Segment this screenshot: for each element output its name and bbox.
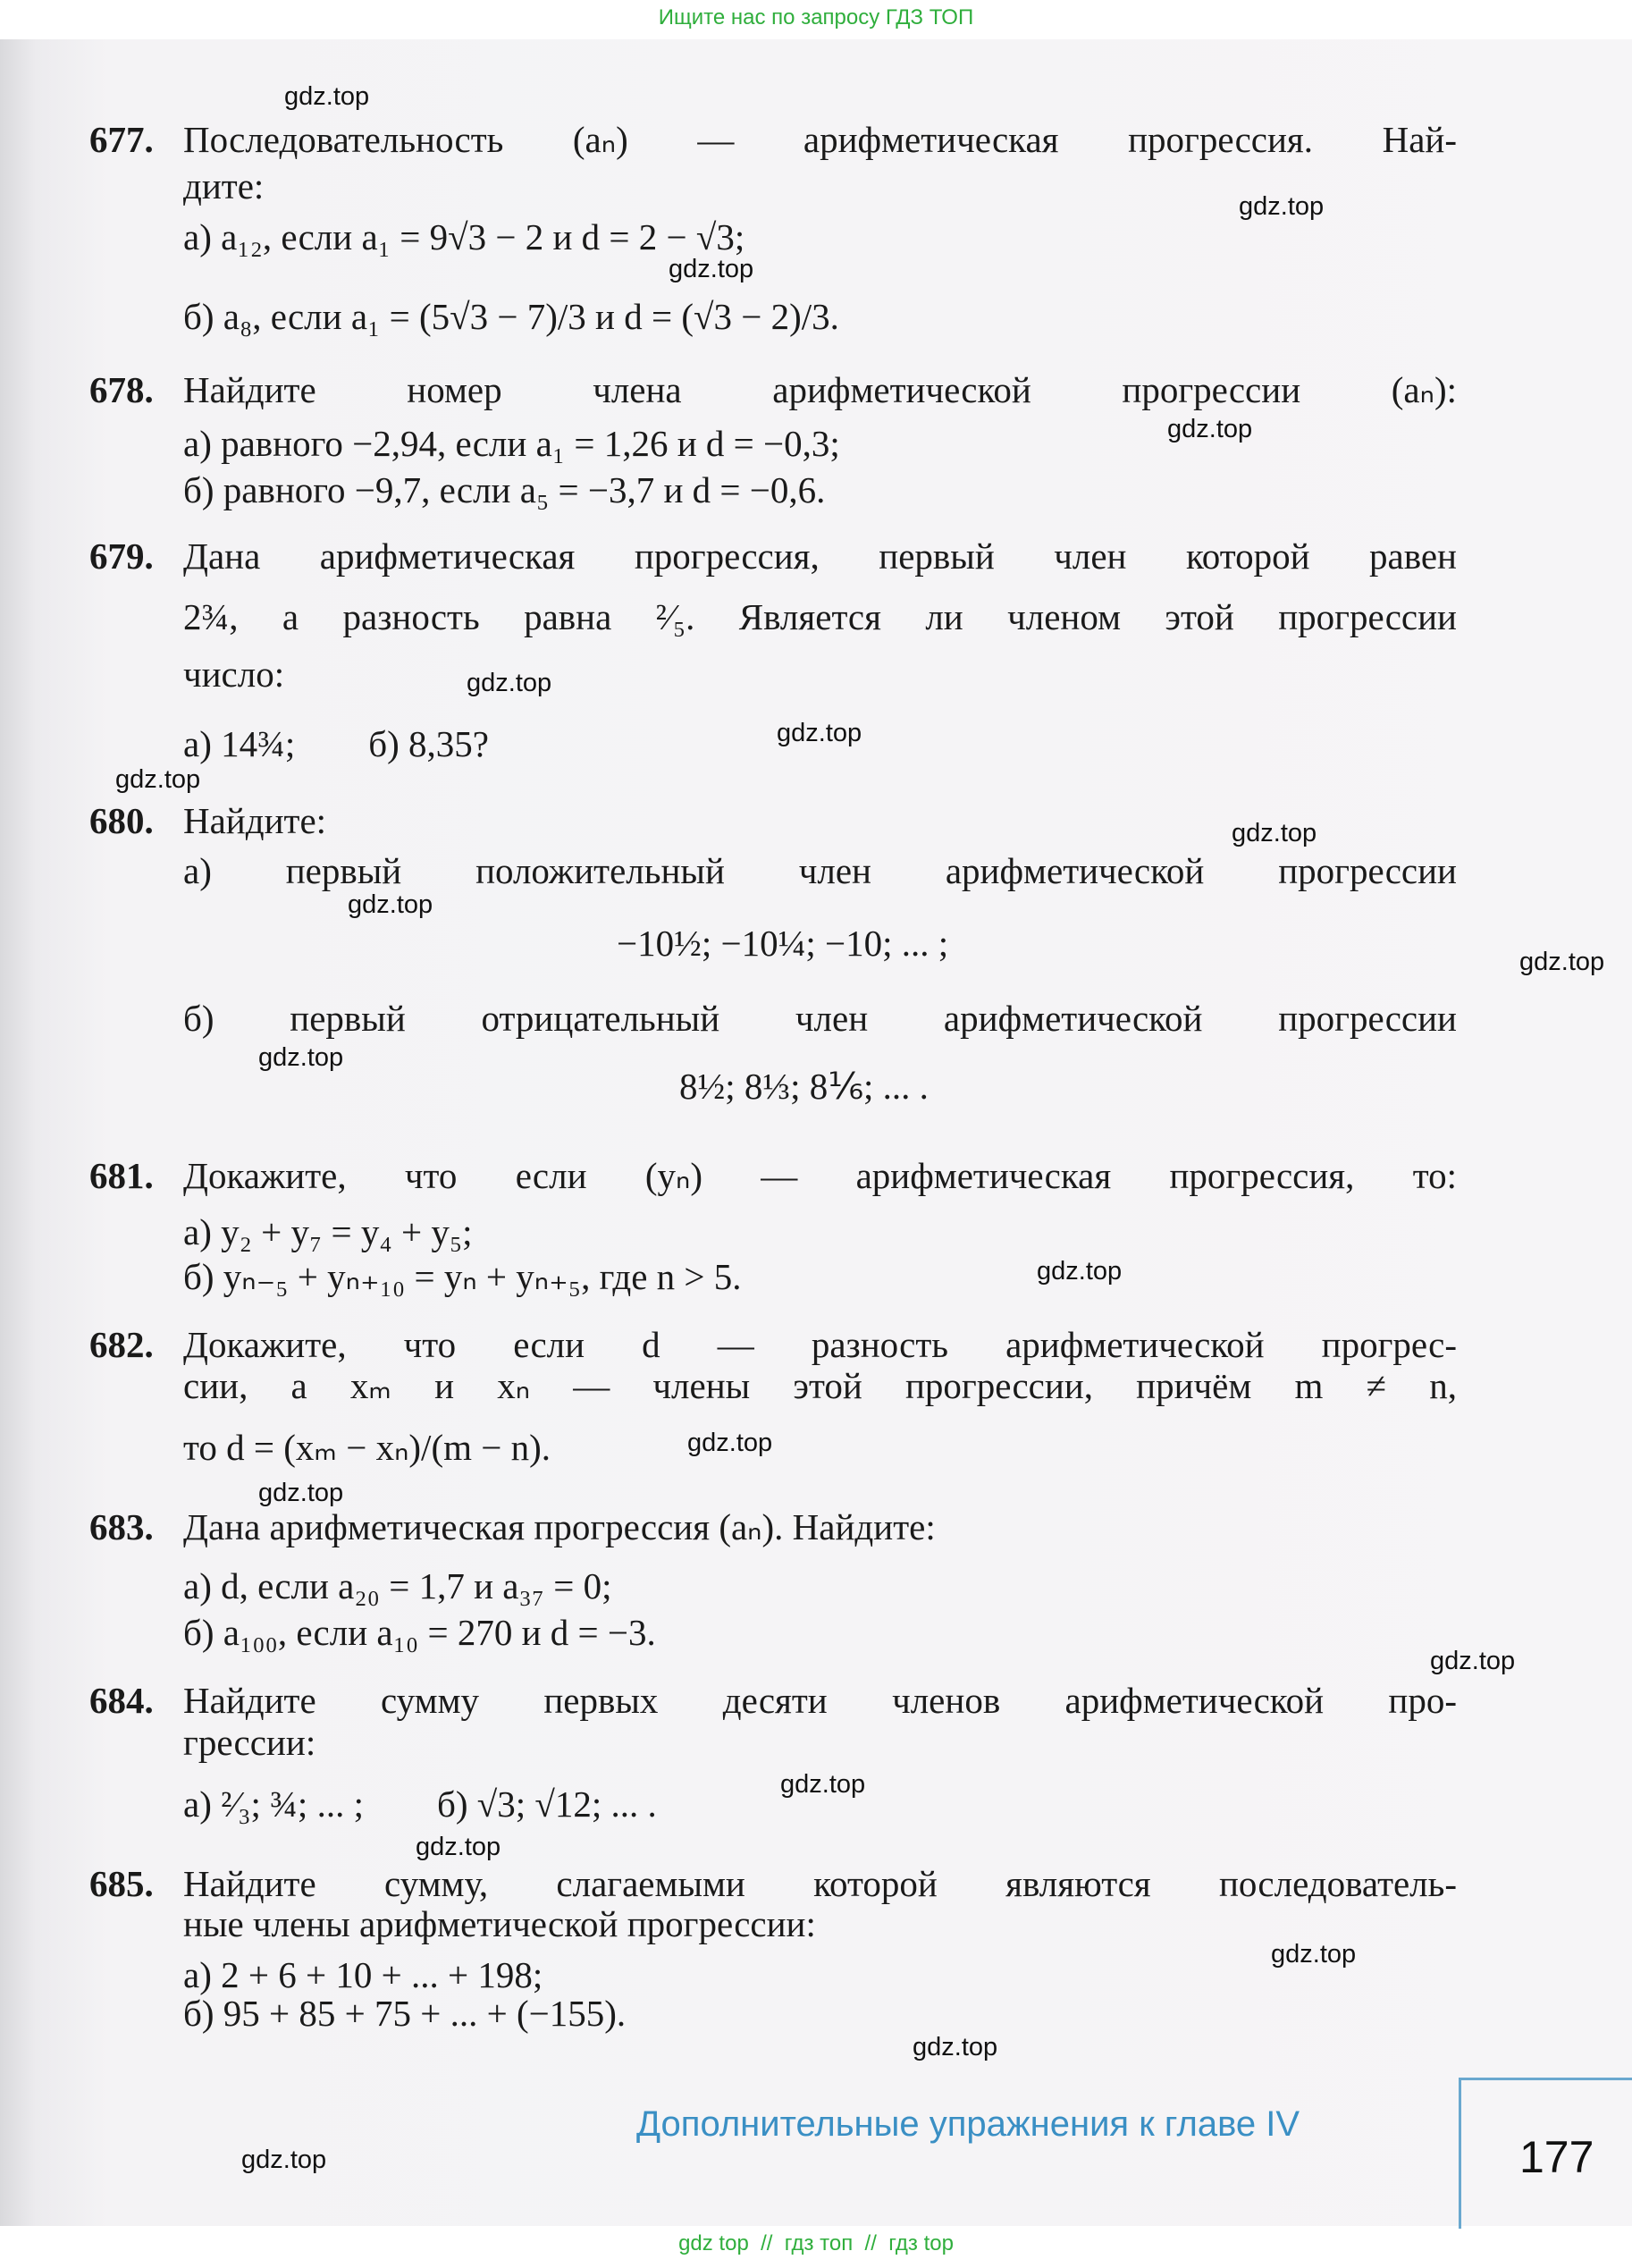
problem-684-line: грессии: bbox=[183, 1722, 316, 1763]
problem-683-part-a: а) d, если a₂₀ = 1,7 и a₃₇ = 0; bbox=[183, 1565, 612, 1606]
watermark: gdz.top bbox=[284, 82, 370, 111]
problem-681-part-a: а) y₂ + y₇ = y₄ + y₅; bbox=[183, 1211, 473, 1252]
problem-679-line: Дана арифметическая прогрессия, первый член которой равен bbox=[183, 535, 1457, 577]
page-number: 177 bbox=[1519, 2132, 1594, 2182]
problem-number-680: 680. bbox=[89, 800, 154, 841]
watermark: gdz.top bbox=[241, 2146, 327, 2174]
watermark: gdz.top bbox=[115, 765, 201, 794]
problem-number-683: 683. bbox=[89, 1506, 154, 1547]
problem-677-part-b: б) a₈, если a₁ = (5√3 − 7)/3 и d = (√3 − 2)/3. bbox=[183, 296, 839, 337]
problem-677-line: дите: bbox=[183, 165, 265, 207]
problem-number-677: 677. bbox=[89, 119, 154, 160]
watermark: gdz.top bbox=[1271, 1940, 1357, 1969]
problem-679-parts: а) 14¾; б) 8,35? bbox=[183, 723, 489, 764]
problem-677-line: Последовательность (aₙ) — арифметическая прогрессия. Най- bbox=[183, 119, 1457, 160]
problem-680-sequence-a: −10½; −10¼; −10; ... ; bbox=[617, 923, 949, 964]
problem-number-681: 681. bbox=[89, 1155, 154, 1196]
problem-683-line: Дана арифметическая прогрессия (aₙ). Найдите: bbox=[183, 1506, 936, 1547]
problem-number-684: 684. bbox=[89, 1680, 154, 1721]
problem-680-part-b: б) первый отрицательный член арифметической прогрессии bbox=[183, 998, 1457, 1039]
bottom-links[interactable]: gdz top // гдз топ // гдз top bbox=[678, 2231, 954, 2255]
watermark: gdz.top bbox=[1167, 415, 1253, 443]
problem-678-part-b: б) равного −9,7, если a₅ = −3,7 и d = −0,6. bbox=[183, 469, 826, 510]
problem-685-line: ные члены арифметической прогрессии: bbox=[183, 1903, 816, 1944]
problem-number-685: 685. bbox=[89, 1863, 154, 1904]
problem-681-line: Докажите, что если (yₙ) — арифметическая прогрессия, то: bbox=[183, 1155, 1457, 1196]
watermark: gdz.top bbox=[1519, 948, 1605, 976]
problem-682-line: сии, а xₘ и xₙ — члены этой прогрессии, причём m ≠ n, bbox=[183, 1365, 1457, 1406]
problem-682-line: Докажите, что если d — разность арифметической прогрес- bbox=[183, 1324, 1457, 1365]
problem-680-sequence-b: 8½; 8⅓; 8⅙; ... . bbox=[679, 1066, 929, 1107]
watermark: gdz.top bbox=[1239, 192, 1325, 221]
watermark: gdz.top bbox=[669, 255, 754, 283]
watermark: gdz.top bbox=[687, 1429, 773, 1457]
watermark: gdz.top bbox=[777, 719, 862, 747]
problem-number-679: 679. bbox=[89, 535, 154, 577]
chapter-footer-title: Дополнительные упражнения к главе IV bbox=[636, 2104, 1300, 2144]
watermark: gdz.top bbox=[416, 1833, 501, 1861]
problem-685-part-a: а) 2 + 6 + 10 + ... + 198; bbox=[183, 1954, 543, 1995]
problem-684-parts: а) ²⁄₃; ¾; ... ; б) √3; √12; ... . bbox=[183, 1783, 657, 1825]
problem-681-part-b: б) yₙ₋₅ + yₙ₊₁₀ = yₙ + yₙ₊₅, где n > 5. bbox=[183, 1256, 742, 1297]
watermark: gdz.top bbox=[780, 1770, 866, 1799]
watermark: gdz.top bbox=[1430, 1647, 1516, 1675]
problem-679-line: 2¾, а разность равна ²⁄₅. Является ли членом этой прогрессии bbox=[183, 596, 1457, 637]
top-banner[interactable]: Ищите нас по запросу ГДЗ ТОП bbox=[658, 5, 974, 30]
watermark: gdz.top bbox=[348, 890, 433, 919]
problem-678-line: Найдите номер члена арифметической прогрессии (aₙ): bbox=[183, 369, 1457, 410]
problem-685-part-b: б) 95 + 85 + 75 + ... + (−155). bbox=[183, 1993, 627, 2034]
watermark: gdz.top bbox=[1037, 1257, 1123, 1286]
problem-682-line: то d = (xₘ − xₙ)/(m − n). bbox=[183, 1427, 551, 1468]
problem-684-line: Найдите сумму первых десяти членов арифметической про- bbox=[183, 1680, 1457, 1721]
watermark: gdz.top bbox=[258, 1043, 344, 1072]
watermark: gdz.top bbox=[258, 1479, 344, 1507]
problem-680-part-a: а) первый положительный член арифметической прогрессии bbox=[183, 850, 1457, 891]
problem-678-part-a: а) равного −2,94, если a₁ = 1,26 и d = −0,3; bbox=[183, 423, 840, 464]
problem-685-line: Найдите сумму, слагаемыми которой являются последователь- bbox=[183, 1863, 1457, 1904]
problem-680-line: Найдите: bbox=[183, 800, 327, 841]
watermark: gdz.top bbox=[1232, 819, 1317, 847]
problem-677-part-a: а) a₁₂, если a₁ = 9√3 − 2 и d = 2 − √3; bbox=[183, 216, 745, 257]
problem-number-682: 682. bbox=[89, 1324, 154, 1365]
watermark: gdz.top bbox=[467, 669, 552, 697]
problem-679-line: число: bbox=[183, 653, 285, 695]
watermark: gdz.top bbox=[913, 2033, 998, 2061]
problem-683-part-b: б) a₁₀₀, если a₁₀ = 270 и d = −3. bbox=[183, 1612, 656, 1653]
problem-number-678: 678. bbox=[89, 369, 154, 410]
